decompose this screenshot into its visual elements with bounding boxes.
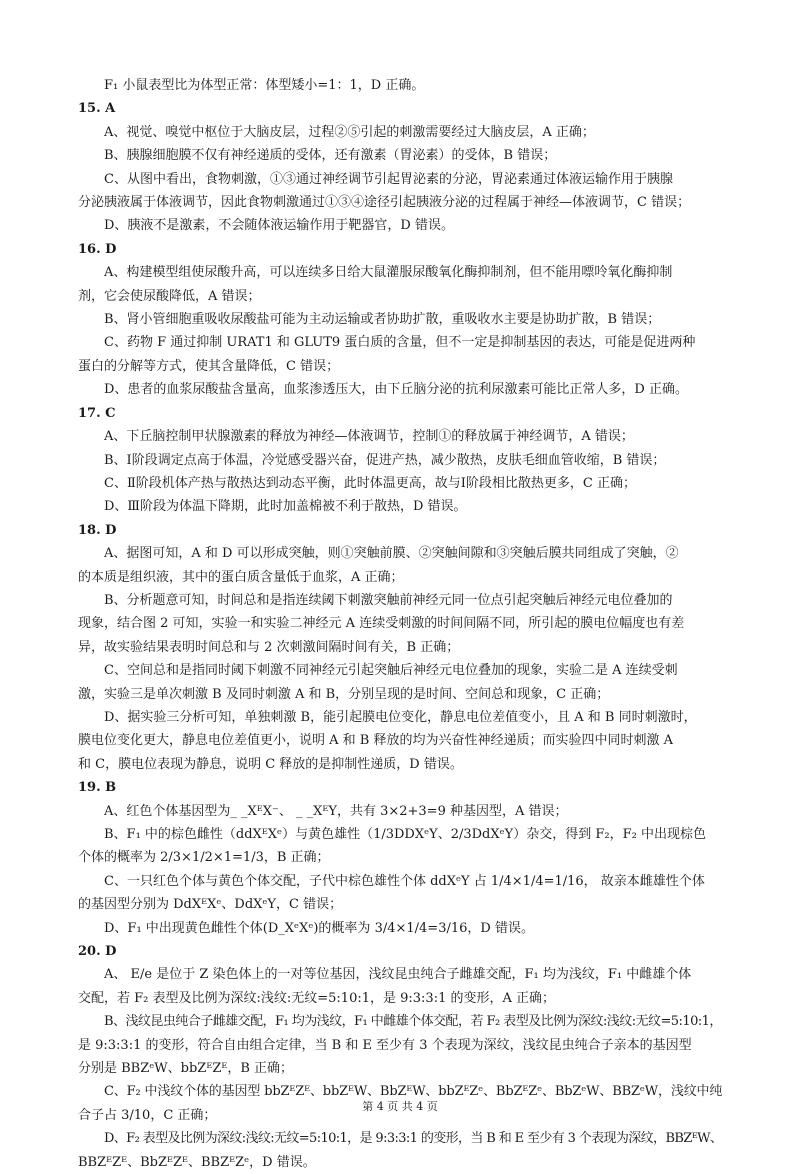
text-line: A、红色个体基因型为_ _XᴱX⁻、 _ _XᴱY，共有 3×2+3=9 种基因型，A 错误；	[104, 803, 568, 819]
text-line: 和 C，膜电位表现为静息，说明 C 释放的是抑制性递质，D 错误。	[78, 756, 463, 772]
text-line: 是 9:3:3:1 的变形，符合自由组合定律，当 B 和 E 至少有 3 个表现为深纹，浅纹昆虫纯合子亲本的基因型	[78, 1037, 692, 1053]
text-line: 膜电位变化更大，静息电位差值更小，说明 A 和 B 释放的均为兴奋性神经递质；而实验四中同时刺激 A	[78, 733, 673, 749]
text-line: A、视觉、嗅觉中枢位于大脑皮层，过程②⑤引起的刺激需要经过大脑皮层，A 正确；	[104, 124, 595, 140]
answer-text-body	[78, 74, 722, 1174]
text-line: 分别是 BBZᵉW、bbZᴱZᴱ，B 正确；	[78, 1061, 294, 1077]
text-line: D、患者的血浆尿酸盐含量高，血浆渗透压大，由下丘脑分泌的抗利尿激素可能比正常人多，D 正确。	[104, 382, 688, 398]
question-number: 18. D	[78, 522, 117, 538]
text-line: B、F₁ 中的棕色雌性（ddXᴱXᵉ）与黄色雄性（1/3DDXᵉY、2/3DdXᵉY）杂交，得到 F₂，F₂ 中出现棕色	[104, 827, 706, 842]
text-line: BBZᴱZᴱ、BbZᴱZᴱ、BBZᴱZᵉ，D 错误。	[78, 1154, 316, 1170]
text-line: C、空间总和是指同时阈下刺激不同神经元引起突触后神经元电位叠加的现象，实验二是 A 连续受刺	[104, 663, 678, 679]
text-line: 分泌胰液属于体液调节，因此食物刺激通过①③④途径引起胰液分泌的过程属于神经—体液调节，C 错误；	[78, 195, 691, 211]
text-line: B、胰腺细胞膜不仅有神经递质的受体，还有激素（胃泌素）的受体，B 错误；	[104, 148, 557, 164]
text-line: A、据图可知，A 和 D 可以形成突触，则①突触前膜、②突触间隙和③突触后膜共同组成了突触，②	[104, 546, 679, 562]
text-line: 交配，若 F₂ 表型及比例为深纹:浅纹:无纹=5:10:1，是 9:3:3:1 的变形，A 正确；	[78, 990, 556, 1006]
text-line: B、肾小管细胞重吸收尿酸盐可能为主动运输或者协助扩散，重吸收水主要是协助扩散，B 错误；	[104, 312, 661, 328]
text-line: 的基因型分别为 DdXᴱXᵉ、DdXᵉY，C 错误；	[78, 897, 343, 913]
question-number: 20. D	[78, 944, 117, 960]
text-line: A、构建模型组使尿酸升高，可以连续多日给大鼠灌服尿酸氧化酶抑制剂，但不能用嘌呤氧化酶抑制	[104, 265, 673, 281]
text-line: B、Ⅰ阶段调定点高于体温，冷觉感受器兴奋，促进产热，减少散热，皮肤毛细血管收缩，B 错误；	[104, 452, 666, 468]
text-line: C、Ⅱ阶段机体产热与散热达到动态平衡，此时体温更高，故与Ⅰ阶段相比散热更多，C 正确；	[104, 475, 636, 491]
page-footer: 第 4 页 共 4 页	[362, 1100, 438, 1113]
text-line: F₁ 小鼠表型比为体型正常：体型矮小=1：1，D 正确。	[104, 78, 425, 93]
text-line: C、从图中看出，食物刺激，①③通过神经调节引起胃泌素的分泌，胃泌素通过体液运输作用于胰腺	[104, 171, 673, 187]
text-line: D、据实验三分析可知，单独刺激 B，能引起膜电位变化，静息电位差值变小，且 A 和 B 同时刺激时，	[104, 709, 697, 725]
question-number: 15. A	[78, 101, 116, 117]
text-line: B、分析题意可知，时间总和是指连续阈下刺激突触前神经元同一位点引起突触后神经元电位叠加的	[104, 592, 673, 608]
text-line: D、F₂ 表型及比例为深纹:浅纹:无纹=5:10:1，是 9:3:3:1 的变形，当 B 和 E 至少有 3 个表现为深纹，BBZᴱW、	[104, 1131, 722, 1147]
text-line: 个体的概率为 2/3×1/2×1=1/3，B 正确；	[78, 850, 330, 866]
text-line: C、F₂ 中浅纹个体的基因型 bbZᴱZᴱ、bbZᴱW、BbZᴱW、bbZᴱZᵉ、BbZᴱZᵉ、BbZᵉW、BBZᵉW，浅纹中纯	[104, 1084, 722, 1100]
text-line: D、F₁ 中出现黄色雌性个体(D_XᵉXᵉ)的概率为 3/4×1/4=3/16，D 错误。	[104, 920, 534, 936]
text-line: 剂，它会使尿酸降低，A 错误；	[78, 288, 261, 304]
text-line: 合子占 3/10，C 正确；	[78, 1107, 217, 1123]
text-line: A、下丘脑控制甲状腺激素的释放为神经—体液调节，控制①的释放属于神经调节，A 错误；	[104, 429, 634, 445]
text-line: 蛋白的分解等方式，使其含量降低，C 错误；	[78, 358, 340, 374]
question-number: 19. B	[78, 780, 117, 796]
text-line: D、Ⅲ阶段为体温下降期，此时加盖棉被不利于散热，D 错误。	[104, 499, 467, 515]
text-line: 异，故实验结果表明时间总和与 2 次刺激间隔时间有关，B 正确；	[78, 639, 460, 655]
text-line: 现象，结合图 2 可知，实验一和实验二神经元 A 连续受刺激的时间间隔不同，所引起的膜电位幅度也有差	[78, 616, 685, 632]
text-line: B、浅纹昆虫纯合子雌雄交配，F₁ 均为浅纹，F₁ 中雌雄个体交配，若 F₂ 表型及比例为深纹:浅纹:无纹=5:10:1，	[104, 1014, 722, 1030]
text-line: A、 E/e 是位于 Z 染色体上的一对等位基因，浅纹昆虫纯合子雌雄交配，F₁ 均为浅纹，F₁ 中雌雄个体	[104, 967, 692, 983]
text-line: D、胰液不是激素，不会随体液运输作用于靶器官，D 错误。	[104, 218, 454, 234]
text-line: C、药物 F 通过抑制 URAT1 和 GLUT9 蛋白质的含量，但不一定是抑制基因的表达，可能是促进两种	[104, 335, 696, 351]
question-number: 16. D	[78, 241, 117, 257]
text-line: C、一只红色个体与黄色个体交配，子代中棕色雄性个体 ddXᵉY 占 1/4×1/4=1/16， 故亲本雌雄性个体	[104, 873, 705, 889]
text-line: 激，实验三是单次刺激 B 及同时刺激 A 和 B，分别呈现的是时间、空间总和现象，C 正确；	[78, 686, 610, 702]
text-line: 的本质是组织液，其中的蛋白质含量低于血浆，A 正确；	[78, 569, 404, 585]
question-number: 17. C	[78, 405, 116, 421]
